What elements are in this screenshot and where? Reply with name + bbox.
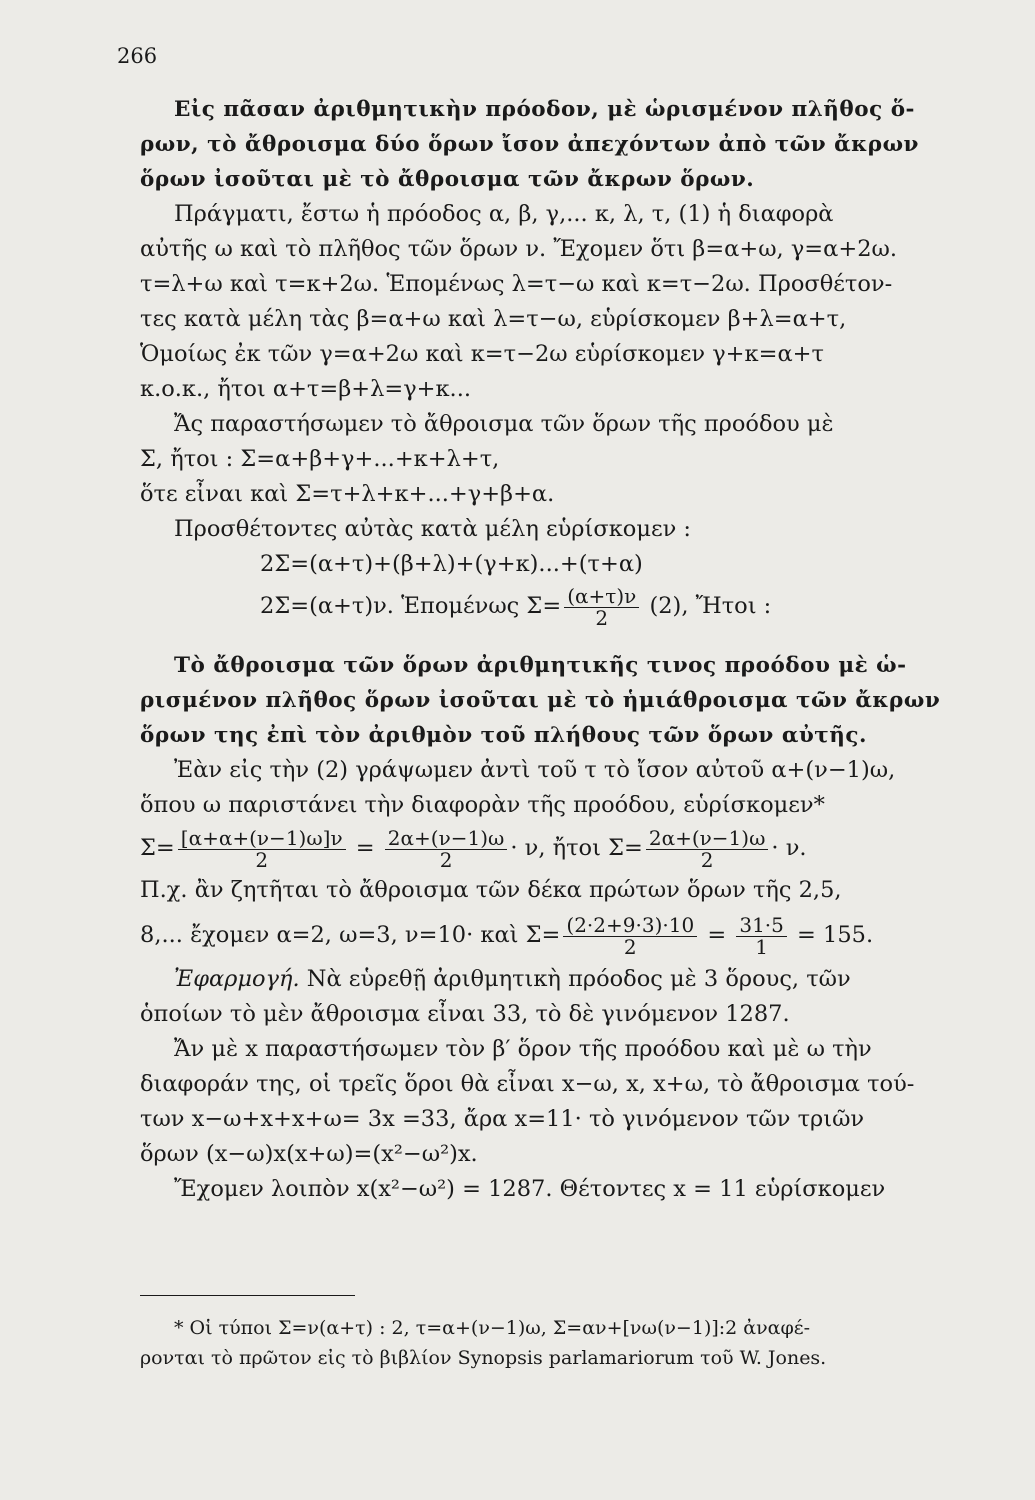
eq-lhs: 2Σ=(α+τ)ν. Ἑπομένως Σ=: [260, 593, 562, 619]
example-tail: = 155.: [797, 922, 874, 948]
proof-line: τ=λ+ω καὶ τ=κ+2ω. Ἑπομένως λ=τ−ω καὶ κ=τ−2ω. Προσθέτον-: [140, 271, 893, 297]
solution: [140, 1032, 975, 1207]
theorem-2: [140, 648, 975, 753]
application-text: Νὰ εὑρεθῇ ἀριθμητικὴ πρόοδος μὲ 3 ὅρους, τῶν: [299, 966, 851, 992]
solution-line: ὅρων (x−ω)x(x+ω)=(x²−ω²)x.: [140, 1141, 478, 1167]
example-lhs: 8,... ἔχομεν α=2, ω=3, ν=10· καὶ Σ=: [140, 922, 561, 948]
fraction: [646, 825, 769, 872]
footnote-line: * Οἱ τύποι Σ=ν(α+τ) : 2, τ=α+(ν−1)ω, Σ=αν+[νω(ν−1)]:2 ἀναφέ-: [174, 1317, 811, 1339]
formula-equals: =: [355, 835, 375, 861]
fraction: [385, 825, 508, 872]
fraction: [564, 583, 639, 630]
sum-intro-line: Ἄς παραστήσωμεν τὸ ἄθροισμα τῶν ὅρων τῆς προόδου μὲ: [174, 411, 834, 437]
example-line: Π.χ. ἂν ζητῆται τὸ ἄθροισμα τῶν δέκα πρώτων ὅρων τῆς 2,5,: [140, 877, 842, 903]
fraction-numerator: (α+τ)ν: [564, 586, 639, 608]
solution-line: Ἄν μὲ x παραστήσωμεν τὸν β′ ὅρον τῆς προόδου καὶ μὲ ω τὴν: [174, 1036, 872, 1062]
theorem-1-line: ρων, τὸ ἄθροισμα δύο ὅρων ἴσον ἀπεχόντων ἀπὸ τῶν ἄκρων: [140, 132, 919, 157]
application-line: [140, 962, 975, 997]
theorem-2-line: ρισμένον πλῆθος ὅρων ἰσοῦται μὲ τὸ ἡμιάθροισμα τῶν ἄκρων: [140, 688, 941, 713]
proof-line: τες κατὰ μέλη τὰς β=α+ω καὶ λ=τ−ω, εὑρίσκομεν β+λ=α+τ,: [140, 306, 847, 332]
application-label: Ἐφαρμογή.: [174, 966, 300, 992]
theorem-2-line: ὅρων της ἐπὶ τὸν ἀριθμὸν τοῦ πλήθους τῶν ὅρων αὐτῆς.: [140, 723, 867, 748]
fraction-denominator: 2: [700, 847, 714, 872]
proof-line: Πράγματι, ἔστω ἡ πρόοδος α, β, γ,... κ, λ, τ, (1) ἡ διαφορὰ: [174, 201, 834, 227]
fraction-numerator: (2·2+9·3)·10: [563, 915, 697, 937]
fraction-numerator: [α+α+(ν−1)ω]ν: [178, 828, 346, 850]
fraction-denominator: 2: [439, 847, 453, 872]
equation-2sigma-nu: [140, 582, 975, 630]
theorem-2-line: Τὸ ἄθροισμα τῶν ὅρων ἀριθμητικῆς τινος προόδου μὲ ὡ-: [174, 653, 907, 678]
sum-intro-line: Προσθέτοντες αὐτὰς κατὰ μέλη εὑρίσκομεν :: [174, 516, 692, 542]
fraction: [178, 825, 346, 872]
theorem-1-line: Εἰς πᾶσαν ἀριθμητικὴν πρόοδον, μὲ ὡρισμένον πλῆθος ὅ-: [174, 97, 915, 122]
footnote-rule: [140, 1295, 355, 1296]
fraction-denominator: 2: [623, 934, 637, 959]
fraction: [563, 912, 697, 959]
footnote-line: ρονται τὸ πρῶτον εἰς τὸ βιβλίον Synopsis parlamariorum τοῦ W. Jones.: [140, 1347, 827, 1369]
solution-line: διαφοράν της, οἱ τρεῖς ὅροι θὰ εἶναι x−ω, x, x+ω, τὸ ἄθροισμα τού-: [140, 1071, 915, 1097]
proof-line: κ.ο.κ., ἤτοι α+τ=β+λ=γ+κ...: [140, 376, 472, 402]
fraction: [736, 912, 787, 959]
theorem-1: [140, 92, 975, 197]
fraction-numerator: 2α+(ν−1)ω: [385, 828, 508, 850]
fraction-denominator: 2: [255, 847, 269, 872]
proof-line: Ὁμοίως ἐκ τῶν γ=α+2ω καὶ κ=τ−2ω εὑρίσκομεν γ+κ=α+τ: [140, 341, 824, 367]
fraction-numerator: 31·5: [736, 915, 787, 937]
example-equation: [140, 908, 975, 962]
solution-line: Ἔχομεν λοιπὸν x(x²−ω²) = 1287. Θέτοντες x = 11 εὑρίσκομεν: [174, 1176, 886, 1202]
sum-intro-line: ὅτε εἶναι καὶ Σ=τ+λ+κ+...+γ+β+α.: [140, 481, 555, 507]
formula-tail: · ν.: [771, 835, 807, 861]
page-number: 266: [117, 44, 158, 68]
proof: [140, 197, 975, 407]
fraction-denominator: 2: [595, 605, 609, 630]
sum-intro-line: Σ, ἤτοι : Σ=α+β+γ+...+κ+λ+τ,: [140, 446, 500, 472]
formula-sigma: Σ=: [140, 835, 175, 861]
application: [140, 962, 975, 1032]
equation-2sigma: 2Σ=(α+τ)+(β+λ)+(γ+κ)...+(τ+α): [260, 551, 643, 577]
substitution: [140, 753, 975, 823]
eq-tail: (2), Ἤτοι :: [649, 593, 772, 619]
fraction-denominator: 1: [755, 934, 768, 959]
formula-middle: · ν, ἤτοι Σ=: [510, 835, 643, 861]
page-body: [140, 92, 975, 1207]
proof-line: αὐτῆς ω καὶ τὸ πλῆθος τῶν ὅρων ν. Ἔχομεν ὅτι β=α+ω, γ=α+2ω.: [140, 236, 898, 262]
sum-intro: [140, 407, 975, 547]
example-equals: =: [707, 922, 727, 948]
fraction-numerator: 2α+(ν−1)ω: [646, 828, 769, 850]
substitution-line: ὅπου ω παριστάνει τὴν διαφορὰν τῆς προόδου, εὑρίσκομεν*: [140, 792, 825, 818]
application-line: ὁποίων τὸ μὲν ἄθροισμα εἶναι 33, τὸ δὲ γινόμενον 1287.: [140, 1001, 790, 1027]
footnote: [140, 1313, 975, 1373]
theorem-1-line: ὅρων ἰσοῦται μὲ τὸ ἄθροισμα τῶν ἄκρων ὅρων.: [140, 167, 755, 192]
substitution-line: Ἐὰν εἰς τὴν (2) γράψωμεν ἀντὶ τοῦ τ τὸ ἴσον αὐτοῦ α+(ν−1)ω,: [174, 757, 896, 783]
sum-formula: [140, 823, 975, 873]
solution-line: των x−ω+x+x+ω= 3x =33, ἄρα x=11· τὸ γινόμενον τῶν τριῶν: [140, 1106, 865, 1132]
